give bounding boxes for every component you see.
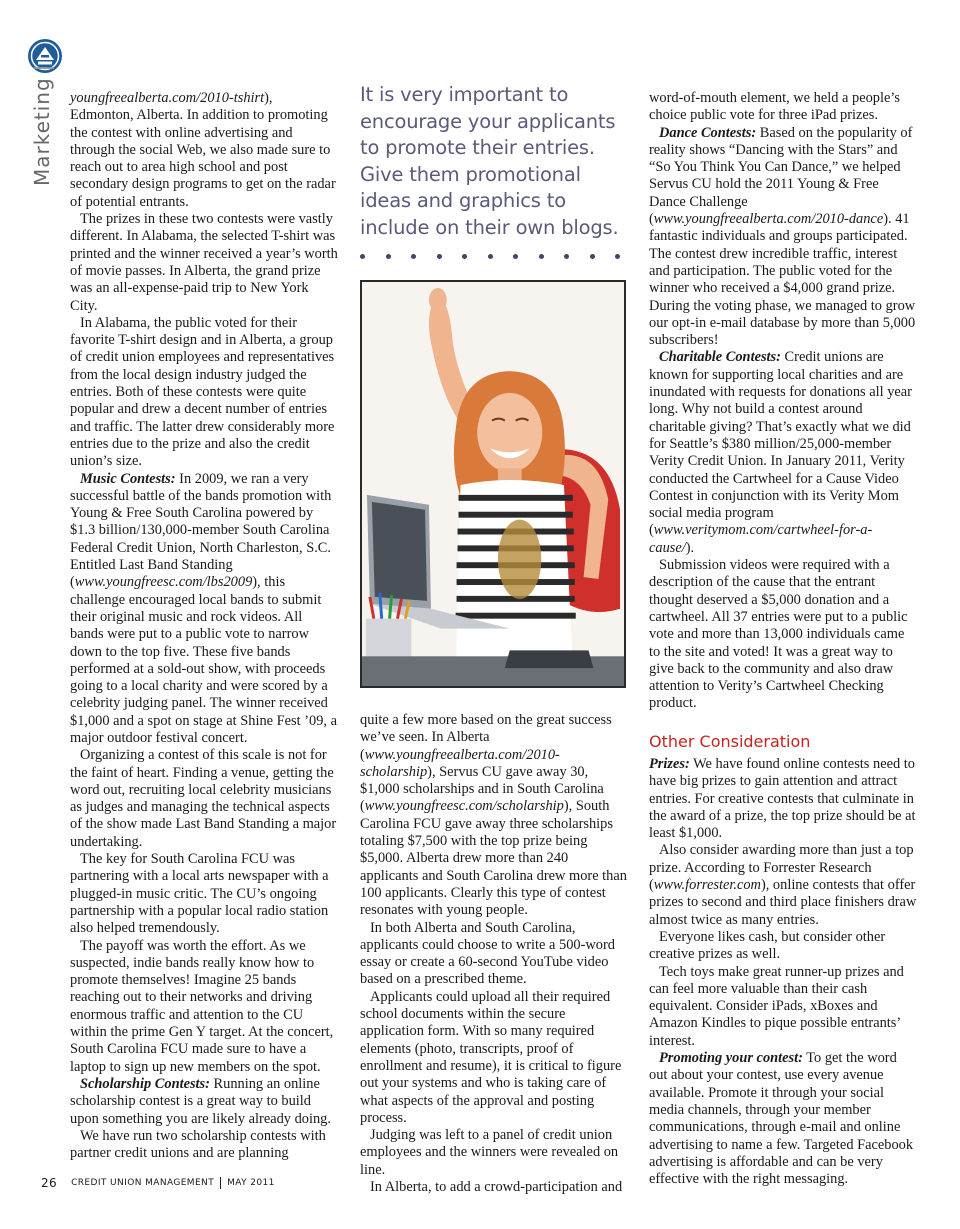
article-column-3 <box>649 90 917 1188</box>
paragraph: Judging was left to a panel of credit union employees and the winners were revealed on line. <box>360 1127 619 1178</box>
run-in-heading: Promoting your contest: <box>659 1050 803 1067</box>
dot-divider <box>360 250 620 262</box>
run-in-heading: Charitable Contests: <box>659 349 781 366</box>
link-text: www.forrester.com <box>653 877 761 894</box>
paragraph: Also consider awarding more than just a top prize. According to Forrester Research (www.forrester.com), online contests that offer prizes to second and third place finishers draw almost twice as many entries. <box>649 842 917 928</box>
link-text: www.youngfreealberta.com/2010-scholarship <box>360 746 560 780</box>
section-subheading: Other Consideration <box>649 731 811 751</box>
paragraph: Applicants could upload all their required school documents within the secure application form. With so many required elements (photo, transcripts, proof of enrollment and resume), it is critical to figure out your systems and who is taking care of what aspects of the approval and posting process. <box>360 988 622 1126</box>
link-text: www.youngfreesc.com/scholarship <box>364 798 564 815</box>
link-text: www.youngfreesc.com/lbs2009 <box>74 574 253 591</box>
paragraph: Organizing a contest of this scale is not for the faint of heart. Finding a venue, getting the word out, recruiting local celebrity musicians as judges and managing the technical aspects of the show made Last Band Standing a major undertaking. <box>70 747 337 850</box>
article-column-1 <box>70 90 338 1162</box>
footer-divider <box>220 1177 221 1189</box>
run-in-heading: Scholarship Contests: <box>80 1075 210 1092</box>
paragraph: Tech toys make great runner-up prizes and can feel more valuable than their cash equivalent. Consider iPads, xBoxes and Amazon Kindles to pique possible entrants’ interest. <box>649 963 904 1049</box>
run-in-heading: Prizes: <box>649 755 690 772</box>
paragraph: Scholarship Contests: Running an online scholarship contest is a great way to build upon something you are likely already doing. <box>70 1075 331 1127</box>
paragraph: Music Contests: In 2009, we ran a very successful battle of the bands promotion with Young & Free South Carolina powered by $1.3 billion/130,000-member South Carolina Federal Credit Union, North Charleston, S.C. Entitled Last Band Standing (www.youngfreesc.com/lbs2009), this challenge encouraged local bands to submit their original music and rock videos. All bands were put to a public vote to narrow down to the top five. These five bands performed at a sold-out show, with proceeds going to a local charity and were scored by a celebrity judging panel. The winner received $1,000 and a spot on stage at Shine Fest ’09, a major outdoor festival concert. <box>70 470 337 746</box>
publication-name: CREDIT UNION MANAGEMENT <box>71 1178 215 1188</box>
woman-celebrating-photo <box>362 282 624 686</box>
link-text: youngfreealberta.com/2010-tshirt <box>70 90 265 106</box>
paragraph: We have run two scholarship contests with partner credit unions and are planning <box>70 1127 326 1162</box>
paragraph: In both Alberta and South Carolina, applicants could choose to write a 500-word essay or create a 60-second YouTube video based on a prescribed theme. <box>360 919 615 988</box>
issue-date: MAY 2011 <box>227 1178 275 1188</box>
paragraph: quite a few more based on the great success we’ve seen. In Alberta (www.youngfreealberta.com/2010-scholarship), Servus CU gave away 30, $1,000 scholarships and in South Carolina (www.youngfreesc.com/scholarship), South Carolina FCU gave away three scholarships totaling $7,500 with the top prize being $5,000. Alberta drew more than 240 applicants and South Carolina drew more than 100 applicants. Clearly this type of contest resonates with young people. <box>360 712 627 919</box>
page-footer <box>41 1176 275 1190</box>
page-number: 26 <box>41 1176 58 1190</box>
paragraph: Dance Contests: Based on the popularity of reality shows “Dancing with the Stars” and “So You Think You Can Dance,” we helped Servus CU hold the 2011 Young & Free Dance Challenge (www.youngfreealberta.com/2010-dance). 41 fantastic individuals and groups participated. The contest drew incredible traffic, interest and participation. The public voted for the winner who received a $4,000 grand prize. During the voting phase, we managed to grow our opt-in e-mail database by more than 5,000 subscribers! <box>649 124 916 349</box>
run-in-heading: Music Contests: <box>80 470 176 487</box>
section-label: Marketing| <box>30 63 54 186</box>
paragraph: The payoff was worth the effort. As we suspected, indie bands really know how to promote themselves! Imagine 25 bands reaching out to their networks and driving enormous traffic and attention to the CU within the prime Gen Y target. At the concert, South Carolina FCU made sure to have a laptop to sign up new members on the spot. <box>70 937 334 1075</box>
link-text: www.veritymom.com/cartwheel-for-a-cause/ <box>649 522 873 556</box>
paragraph: The prizes in these two contests were vastly different. In Alabama, the selected T-shirt was printed and the winner received a year’s worth of movie passes. In Alberta, the grand prize was an all-expense-paid trip to New York City. <box>70 211 338 314</box>
link-text: www.youngfreealberta.com/2010-dance <box>653 211 884 228</box>
paragraph: Promoting your contest: To get the word out about your contest, use every avenue available. Promote it through your social media channels, through your member communications, through e-mail and online advertising to name a few. Targeted Facebook advertising is affordable and can be very effective with the right messaging. <box>649 1050 914 1188</box>
article-column-2 <box>360 712 630 1196</box>
article-photo <box>360 280 626 688</box>
paragraph: The key for South Carolina FCU was partnering with a local arts newspaper with a plugged-in music critic. The CU’s ongoing partnership with a popular local radio station also helped tremendously. <box>70 851 329 937</box>
paragraph: In Alberta, to add a crowd-participation and <box>370 1179 623 1196</box>
paragraph: In Alabama, the public voted for their favorite T-shirt design and in Alberta, a group of credit union employees and representatives from the local design industry judged the entries. Both of these contests were quite popular and drew a decent number of entries and traffic. The latter drew considerably more entries due to the prize and also the credit union’s size. <box>70 314 335 470</box>
paragraph: Submission videos were required with a description of the cause that the entrant thought deserved a $5,000 donation and a cartwheel. All 37 entries were put to a public vote and more than 13,000 individuals came to the site and voted! It was a great way to give back to the community and also draw attention to Verity’s Cartwheel Checking product. <box>649 557 908 712</box>
pull-quote: It is very important to encourage your applicants to promote their entries. Give them promotional ideas and graphics to include on their own blogs. <box>360 83 619 239</box>
paragraph: Charitable Contests: Credit unions are known for supporting local charities and are inundated with requests for donations all year long. Why not build a contest around charitable giving? That’s exactly what we did for Seattle’s $380 million/25,000-member Verity Credit Union. In January 2011, Verity conducted the Cartwheel for a Cause Video Contest in conjunction with its Verity Mom social media program (www.veritymom.com/cartwheel-for-a-cause/). <box>649 349 912 556</box>
paragraph: Everyone likes cash, but consider other creative prizes as well. <box>649 928 886 963</box>
paragraph: word-of-mouth element, we held a people’s choice public vote for three iPad prizes. <box>649 90 900 124</box>
paragraph: Prizes: We have found online contests need to have big prizes to gain attention and attract entries. For creative contests that culminate in the award of a prize, the top prize should be at least $1,000. <box>649 755 916 842</box>
paragraph: youngfreealberta.com/2010-tshirt), Edmonton, Alberta. In addition to promoting the contest with online advertising and through the social Web, we also made sure to reach out to area high school and post secondary design programs to get on the radar of potential entrants. <box>70 90 336 210</box>
run-in-heading: Dance Contests: <box>659 124 757 141</box>
